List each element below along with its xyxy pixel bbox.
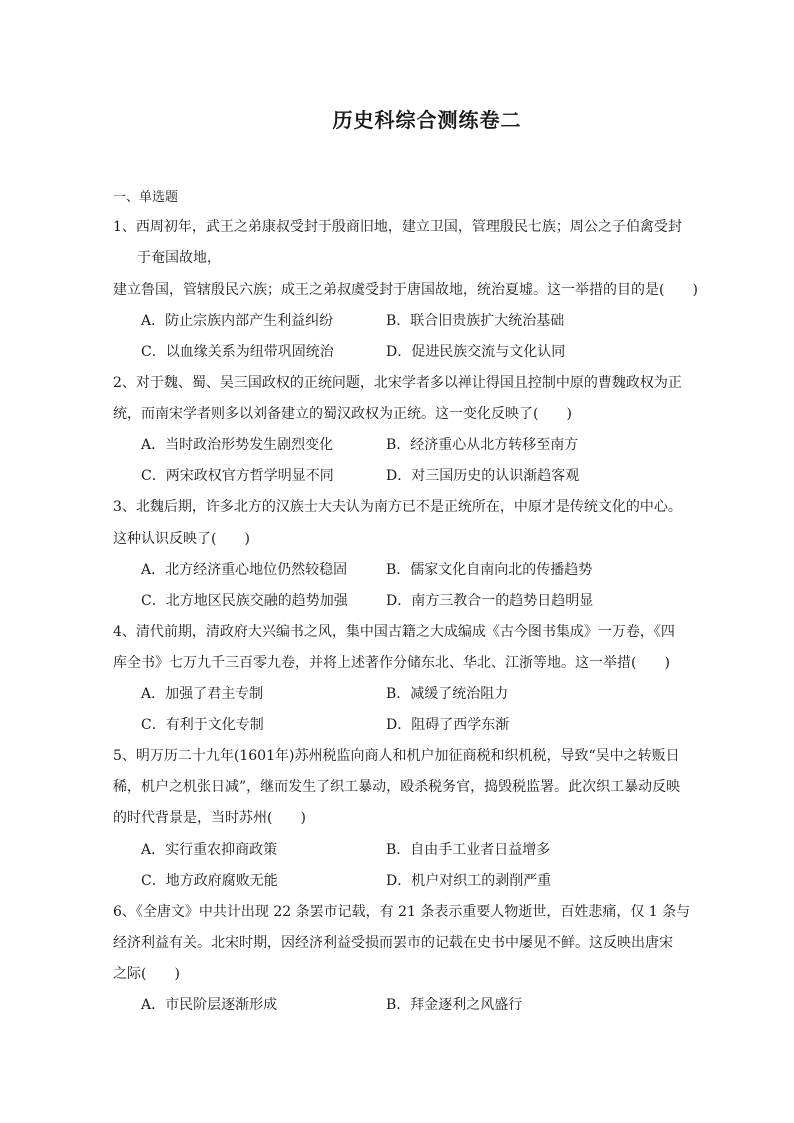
q1-option-b: B．联合旧贵族扩大统治基础 [386,313,565,329]
q3-option-a: A．北方经济重心地位仍然较稳固 [141,562,348,578]
q4-option-b: B．减缓了统治阻力 [386,686,509,702]
q3-option-b: B．儒家文化自南向北的传播趋势 [386,562,593,578]
q2-option-a: A．当时政治形势发生剧烈变化 [141,437,334,453]
q5-option-d: D．机户对织工的剥削严重 [386,873,552,889]
q5-option-c: C．地方政府腐败无能 [141,873,278,889]
q1-option-c: C．以血缘关系为纽带巩固统治 [141,344,334,360]
q1-stem-line-1: 1、西周初年，武王之弟康叔受封于殷商旧地，建立卫国，管理殷民七族；周公之子伯禽受封 [113,219,682,235]
q5-stem-line-1: 5、明万历二十九年(1601年)苏州税监向商人和机户加征商税和织机税，导致“吴中之转贩日 [113,748,680,764]
q4-option-a: A．加强了君主专制 [141,686,264,702]
q6-option-b: B．拜金逐利之风盛行 [386,997,523,1013]
q2-stem-line-1: 2、对于魏、蜀、吴三国政权的正统问题，北宋学者多以禅让得国且控制中原的曹魏政权为正 [113,375,682,391]
page-title: 历史科综合测练卷二 [332,108,522,132]
q2-option-b: B．经济重心从北方转移至南方 [386,437,579,453]
q1-option-d: D．促进民族交流与文化认同 [386,344,566,360]
q6-stem-line-3: 之际( ) [113,966,180,982]
q6-stem-line-1: 6、《全唐文》中共计出现 22 条罢市记载，有 21 条表示重要人物逝世，百姓悲痛，仅 1 条与 [113,904,691,920]
q3-option-c: C．北方地区民族交融的趋势加强 [141,593,348,609]
q5-option-a: A．实行重农抑商政策 [141,842,278,858]
q2-stem-line-2: 统，而南宋学者则多以刘备建立的蜀汉政权为正统。这一变化反映了( ) [113,406,572,422]
q3-stem-line-1: 3、北魏后期，许多北方的汉族士大夫认为南方已不是正统所在，中原才是传统文化的中心。 [113,499,682,515]
q5-stem-line-3: 的时代背景是，当时苏州( ) [113,810,306,826]
section-heading: 一、单选题 [113,190,179,205]
q4-option-d: D．阻碍了西学东渐 [386,717,510,733]
q1-option-a: A．防止宗族内部产生利益纠纷 [141,313,334,329]
q1-stem-line-3: 建立鲁国，管辖殷民六族；成王之弟叔虞受封于唐国故地，统治夏墟。这一举措的目的是( ) [113,282,698,298]
q3-option-d: D．南方三教合一的趋势日趋明显 [386,593,594,609]
q3-stem-line-2: 这种认识反映了( ) [113,531,250,547]
q5-stem-line-2: 稀，机户之机张日减”，继而发生了织工暴动，殴杀税务官，捣毁税监署。此次织工暴动反映 [113,779,681,795]
q4-option-c: C．有利于文化专制 [141,717,264,733]
q6-option-a: A．市民阶层逐渐形成 [141,997,278,1013]
q4-stem-line-2: 库全书》七万九千三百零九卷，并将上述著作分储东北、华北、江浙等地。这一举措( ) [113,655,670,671]
q4-stem-line-1: 4、清代前期，清政府大兴编书之风，集中国古籍之大成编成《古今图书集成》一万卷，《四 [113,624,675,640]
q5-option-b: B．自由手工业者日益增多 [386,842,551,858]
q2-option-c: C．两宋政权官方哲学明显不同 [141,468,334,484]
q1-stem-line-2: 于奄国故地， [137,250,221,266]
q6-stem-line-2: 经济利益有关。北宋时期，因经济利益受损而罢市的记载在史书中屡见不鲜。这反映出唐宋 [113,935,673,951]
q2-option-d: D．对三国历史的认识渐趋客观 [386,468,580,484]
